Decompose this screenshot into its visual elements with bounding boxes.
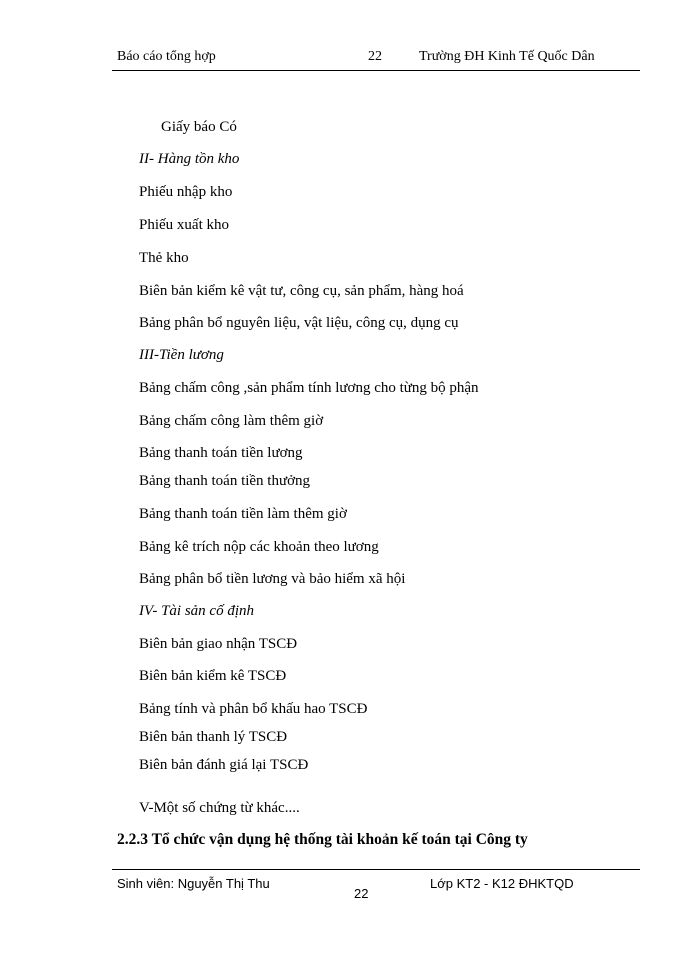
line-thanh-ly-tscd: Biên bản thanh lý TSCĐ bbox=[139, 729, 288, 745]
section-tien-luong: III-Tiền lương bbox=[139, 347, 224, 363]
header-page-number: 22 bbox=[368, 49, 382, 64]
footer-student: Sinh viên: Nguyễn Thị Thu bbox=[117, 876, 270, 891]
line-thanh-toan-tien-luong: Bảng thanh toán tiền lương bbox=[139, 445, 303, 461]
header-report-title: Báo cáo tổng hợp bbox=[117, 49, 216, 64]
line-giay-bao-co: Giấy báo Có bbox=[161, 119, 237, 135]
line-ke-trich-nop: Bảng kê trích nộp các khoản theo lương bbox=[139, 539, 379, 555]
section-heading-2-2-3: 2.2.3 Tổ chức vận dụng hệ thống tài khoản kế toán tại Công ty bbox=[117, 831, 528, 848]
line-bien-ban-kiem-ke-vat-tu: Biên bản kiểm kê vật tư, công cụ, sản phẩm, hàng hoá bbox=[139, 283, 464, 299]
line-thanh-toan-lam-them-gio: Bảng thanh toán tiền làm thêm giờ bbox=[139, 506, 347, 522]
line-danh-gia-lai-tscd: Biên bản đánh giá lại TSCĐ bbox=[139, 757, 309, 773]
footer-page-number: 22 bbox=[354, 886, 369, 901]
header-divider bbox=[112, 70, 640, 71]
line-phieu-nhap-kho: Phiếu nhập kho bbox=[139, 184, 233, 200]
section-hang-ton-kho: II- Hàng tồn kho bbox=[139, 151, 240, 167]
line-bang-phan-bo-nguyen-lieu: Bảng phân bổ nguyên liệu, vật liệu, công cụ, dụng cụ bbox=[139, 315, 459, 331]
footer-divider bbox=[112, 869, 640, 870]
footer-class: Lớp KT2 - K12 ĐHKTQD bbox=[430, 876, 574, 891]
line-phan-bo-tien-luong-bhxh: Bảng phân bổ tiền lương và bảo hiểm xã hội bbox=[139, 571, 406, 587]
header-university: Trường ĐH Kinh Tế Quốc Dân bbox=[419, 49, 595, 64]
line-bang-cham-cong: Bảng chấm công ,sản phẩm tính lương cho từng bộ phận bbox=[139, 380, 479, 396]
line-the-kho: Thẻ kho bbox=[139, 250, 189, 266]
line-giao-nhan-tscd: Biên bản giao nhận TSCĐ bbox=[139, 636, 298, 652]
section-tai-san-co-dinh: IV- Tài sản cố định bbox=[139, 603, 254, 619]
section-chung-tu-khac: V-Một số chứng từ khác.... bbox=[139, 800, 300, 816]
line-bang-cham-cong-them-gio: Bảng chấm công làm thêm giờ bbox=[139, 413, 324, 429]
line-phieu-xuat-kho: Phiếu xuất kho bbox=[139, 217, 229, 233]
line-khau-hao-tscd: Bảng tính và phân bổ khấu hao TSCĐ bbox=[139, 701, 368, 717]
line-thanh-toan-tien-thuong: Bảng thanh toán tiền thưởng bbox=[139, 473, 311, 489]
line-kiem-ke-tscd: Biên bản kiểm kê TSCĐ bbox=[139, 668, 287, 684]
